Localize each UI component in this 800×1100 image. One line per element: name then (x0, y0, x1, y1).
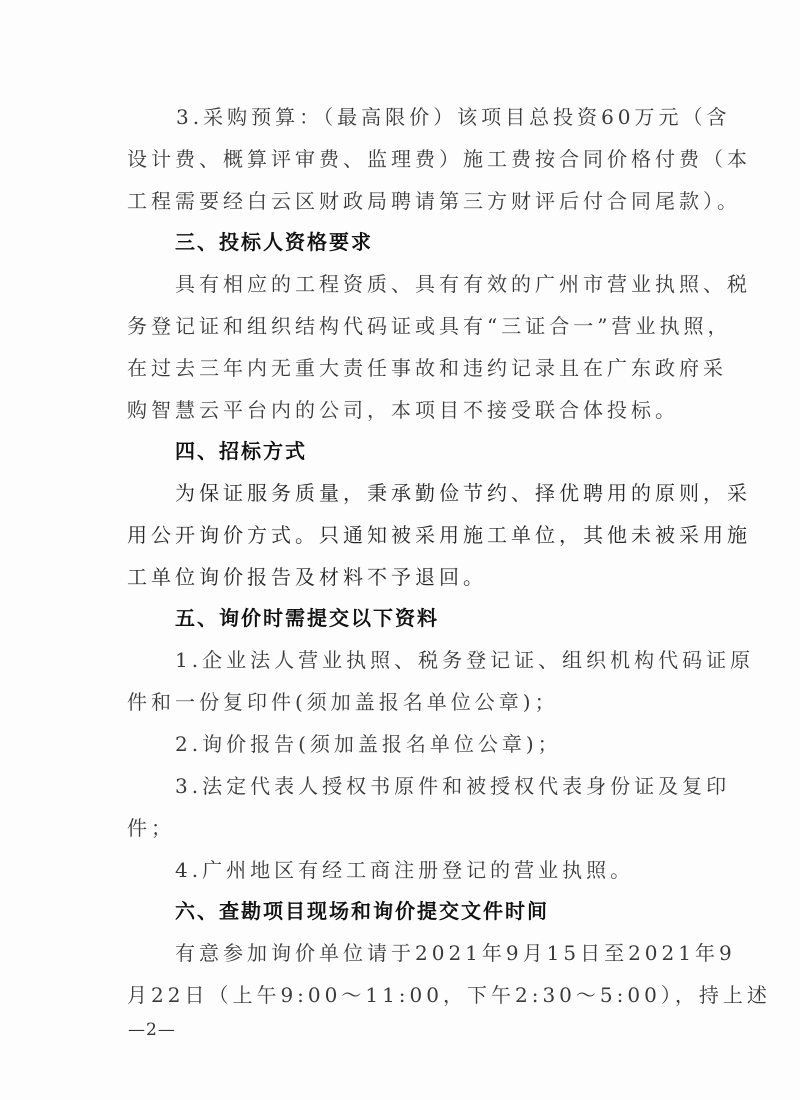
section-heading-required-documents: 五、询价时需提交以下资料 (175, 606, 439, 630)
required-item-2: 2.询价报告(须加盖报名单位公章)； (175, 732, 562, 756)
required-item-3-line-1: 3.法定代表人授权书原件和被授权代表身份证及复印 (175, 774, 731, 798)
required-item-1-line-1: 1.企业法人营业执照、税务登记证、组织机构代码证原 (175, 648, 755, 672)
bidding-method-paragraph-line-3: 工单位询价报告及材料不予退回。 (127, 565, 487, 589)
section-heading-qualifications: 三、投标人资格要求 (175, 230, 373, 254)
qualifications-paragraph-line-4: 购智慧云平台内的公司，本项目不接受联合体投标。 (127, 398, 679, 422)
qualifications-paragraph-line-2: 务登记证和组织结构代码证或具有“三证合一”营业执照， (127, 314, 732, 338)
page-number: —2— (128, 1020, 176, 1040)
required-item-4: 4.广州地区有经工商注册登记的营业执照。 (175, 858, 635, 882)
required-item-3-line-2: 件； (127, 816, 175, 840)
budget-paragraph-line-1: 3.采购预算：（最高限价）该项目总投资60万元（含 (176, 105, 731, 129)
inspection-paragraph-line-2: 月22日（上午9:00～11:00，下午2:30～5:00），持上述 (127, 983, 771, 1007)
qualifications-paragraph-line-3: 在过去三年内无重大责任事故和违约记录且在广东政府采 (127, 356, 727, 380)
qualifications-paragraph-line-1: 具有相应的工程资质、具有有效的广州市营业执照、税 (175, 272, 751, 296)
budget-paragraph-line-2: 设计费、概算评审费、监理费）施工费按合同价格付费（本 (127, 147, 751, 171)
section-heading-site-inspection-time: 六、查勘项目现场和询价提交文件时间 (175, 899, 549, 923)
bidding-method-paragraph-line-2: 用公开询价方式。只通知被采用施工单位，其他未被采用施 (127, 523, 751, 547)
section-heading-bidding-method: 四、招标方式 (175, 439, 307, 463)
bidding-method-paragraph-line-1: 为保证服务质量，秉承勤俭节约、择优聘用的原则，采 (175, 481, 751, 505)
budget-paragraph-line-3: 工程需要经白云区财政局聘请第三方财评后付合同尾款）。 (127, 189, 741, 213)
inspection-paragraph-line-1: 有意参加询价单位请于2021年9月15日至2021年9 (175, 941, 736, 965)
required-item-1-line-2: 件和一份复印件(须加盖报名单位公章)； (127, 690, 559, 714)
